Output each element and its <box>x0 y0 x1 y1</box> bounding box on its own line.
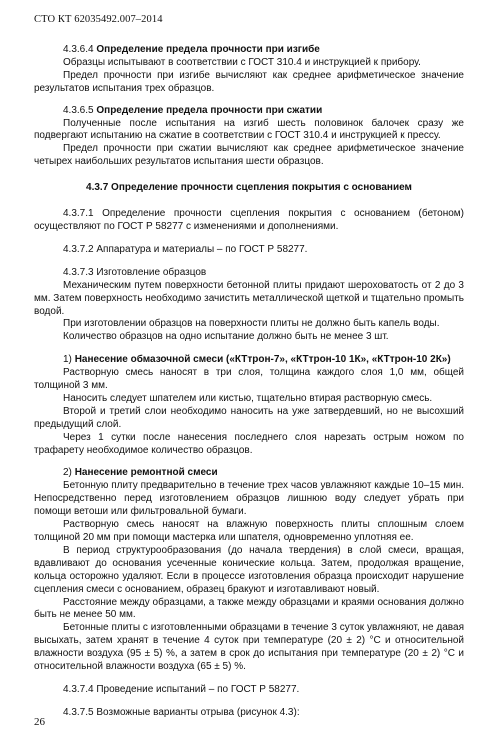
paragraph: Полученные после испытания на изгиб шесть половинок балочек сразу же подвергают испытанию на сжатие в соответствии с ГОСТ 310.4 и инструкцией к прессу. <box>34 117 464 142</box>
paragraph: Образцы испытывают в соответствии с ГОСТ 310.4 и инструкцией к прибору. <box>63 56 421 68</box>
paragraph: Механическим путем поверхности бетонной плиты придают шероховатость от 2 до 3 мм. Затем поверхность необходимо зачистить металлической щеткой и тщательно промыть водой. <box>34 279 464 317</box>
step-2-heading: 2) Нанесение ремонтной смеси <box>63 467 218 479</box>
paragraph: При изготовлении образцов на поверхности плиты не должно быть капель воды. <box>63 318 440 330</box>
paragraph: Второй и третий слои необходимо наносить на уже затвердевший, но не высохший предыдущий слой. <box>34 405 464 430</box>
paragraph: Растворную смесь наносят на влажную поверхность плиты сплошным слоем толщиной 20 мм при помощи мастерка или шпателя, одновременно уплотняя ее. <box>34 519 464 543</box>
paragraph: В период структурообразования (до начала твердения) в слой смеси, вращая, вдавливают до основания усеченные конические кольца. Затем, продолжая вращение, кольца осторожно удаляют. Если в процессе изготовления образца происходит нарушение сцепления смеси с основанием, образец бракуют и изготавливают новый. <box>34 544 464 595</box>
paragraph: Предел прочности при сжатии вычисляют как среднее арифметическое значение четырех наибольших результатов испытания шести образцов. <box>34 143 464 168</box>
paragraph: Наносить следует шпателем или кистью, тщательно втирая растворную смесь. <box>63 392 433 404</box>
paragraph: Через 1 сутки после нанесения последнего слоя нарезать острым ножом по трафарету необходимое количество образцов. <box>34 431 464 456</box>
section-4-3-6-4-heading: 4.3.6.4 Определение предела прочности при изгибе <box>63 44 320 55</box>
step-1-heading: 1) Нанесение обмазочной смеси («КТтрон-7», «КТтрон-10 1К», «КТтрон-10 2К») <box>63 354 451 366</box>
paragraph: Расстояние между образцами, а также между образцами и краями основания должно быть не менее 50 мм. <box>34 596 464 621</box>
section-4-3-7-2: 4.3.7.2 Аппаратура и материалы – по ГОСТ Р 58277. <box>63 243 308 255</box>
paragraph: Количество образцов на одно испытание должно быть не менее 3 шт. <box>63 331 389 343</box>
paragraph: Бетонные плиты с изготовленными образцами в течение 3 суток увлажняют, не давая высыхать, затем хранят в течение 4 суток при температуре (20 ± 2) °С и относительной влажности воздуха (95 ± 5) %, а затем в срок до испытания при температуре (20 ± 2) °С и относительной влажности воздуха (65 ± 5) %. <box>34 622 464 673</box>
section-4-3-6-5-heading: 4.3.6.5 Определение предела прочности при сжатии <box>63 104 323 116</box>
section-4-3-7-3-heading: 4.3.7.3 Изготовление образцов <box>63 266 207 278</box>
section-4-3-7-4: 4.3.7.4 Проведение испытаний – по ГОСТ Р 58277. <box>63 683 300 695</box>
paragraph: Бетонную плиту предварительно в течение трех часов увлажняют каждые 10–15 мин. Непосредственно перед изготовлением образцов лишнюю воду следует убрать при помощи ветоши или фильтровальной бумаги. <box>34 480 464 518</box>
page-number: 26 <box>34 716 45 728</box>
section-4-3-7-1: 4.3.7.1 Определение прочности сцепления покрытия с основанием (бетоном) осуществляют по ГОСТ Р 58277 с изменениями и дополнениями. <box>34 208 464 232</box>
section-4-3-7-5: 4.3.7.5 Возможные варианты отрыва (рисунок 4.3): <box>63 706 300 718</box>
paragraph: Растворную смесь наносят в три слоя, толщина каждого слоя 1,0 мм, общей толщиной 3 мм. <box>34 367 464 392</box>
section-4-3-7-heading: 4.3.7 Определение прочности сцепления покрытия с основанием <box>86 182 412 194</box>
page-body <box>34 44 464 720</box>
document-header: СТО КТ 62035492.007–2014 <box>34 14 163 25</box>
paragraph: Предел прочности при изгибе вычисляют как среднее арифметическое значение результатов испытания трех образцов. <box>34 69 464 94</box>
